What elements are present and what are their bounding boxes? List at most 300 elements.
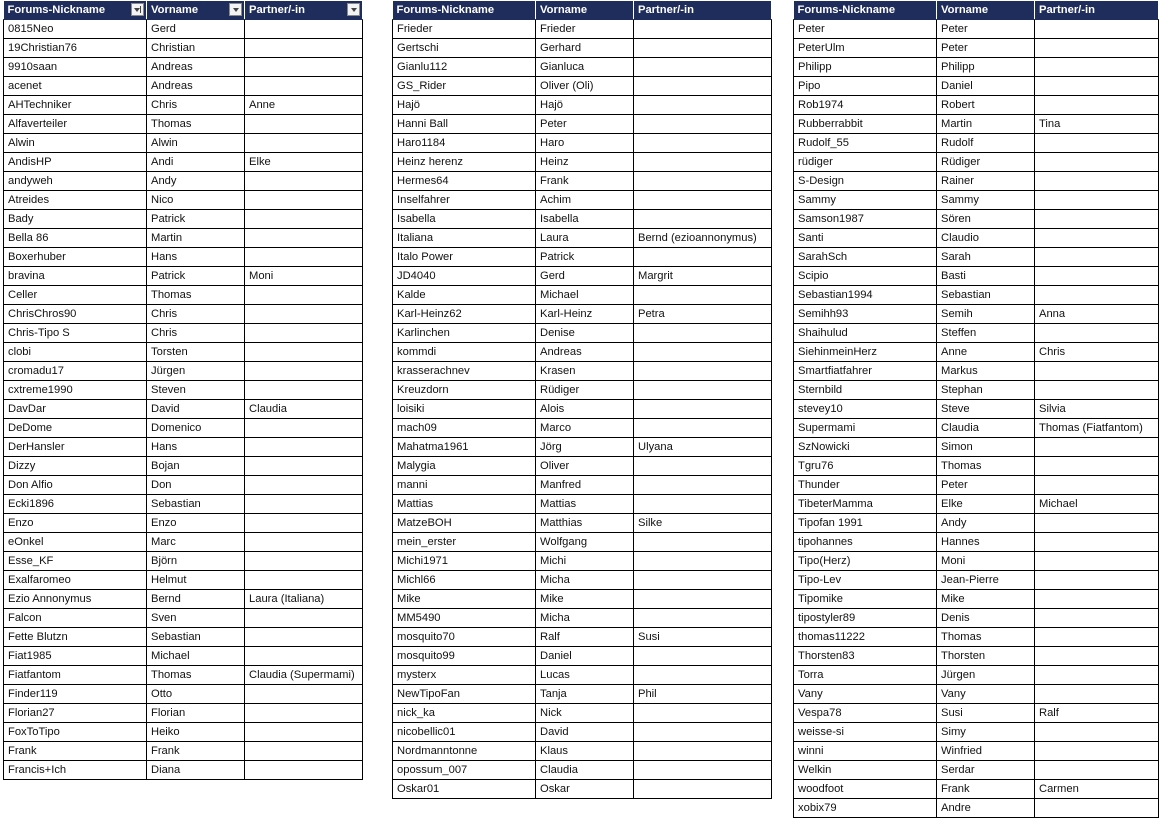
partner-cell[interactable] bbox=[634, 191, 772, 210]
nickname-cell[interactable]: Inselfahrer bbox=[393, 191, 536, 210]
partner-cell[interactable] bbox=[634, 495, 772, 514]
vorname-cell[interactable]: Claudia bbox=[536, 761, 634, 780]
vorname-cell[interactable]: Jürgen bbox=[147, 362, 245, 381]
nickname-cell[interactable]: cromadu17 bbox=[4, 362, 147, 381]
nickname-cell[interactable]: Tipofan 1991 bbox=[794, 514, 937, 533]
vorname-cell[interactable]: Chris bbox=[147, 305, 245, 324]
partner-cell[interactable] bbox=[634, 571, 772, 590]
partner-cell[interactable] bbox=[634, 419, 772, 438]
nickname-cell[interactable]: Tipo(Herz) bbox=[794, 552, 937, 571]
partner-column-header[interactable] bbox=[634, 1, 772, 20]
vorname-cell[interactable]: Lucas bbox=[536, 666, 634, 685]
nickname-cell[interactable]: Tipo-Lev bbox=[794, 571, 937, 590]
partner-cell[interactable] bbox=[245, 77, 363, 96]
vorname-cell[interactable]: Michael bbox=[536, 286, 634, 305]
nickname-cell[interactable]: SiehinmeinHerz bbox=[794, 343, 937, 362]
vorname-cell[interactable]: Rüdiger bbox=[536, 381, 634, 400]
nickname-cell[interactable]: kommdi bbox=[393, 343, 536, 362]
partner-cell[interactable] bbox=[1035, 20, 1159, 39]
partner-cell[interactable]: Anne bbox=[245, 96, 363, 115]
nickname-cell[interactable]: mosquito70 bbox=[393, 628, 536, 647]
nickname-cell[interactable]: Florian27 bbox=[4, 704, 147, 723]
vorname-cell[interactable]: Marco bbox=[536, 419, 634, 438]
partner-cell[interactable]: Bernd (ezioannonymus) bbox=[634, 229, 772, 248]
nickname-cell[interactable]: Gianlu112 bbox=[393, 58, 536, 77]
partner-cell[interactable]: Elke bbox=[245, 153, 363, 172]
partner-cell[interactable]: Anna bbox=[1035, 305, 1159, 324]
vorname-cell[interactable]: Andy bbox=[147, 172, 245, 191]
nickname-cell[interactable]: Sternbild bbox=[794, 381, 937, 400]
vorname-cell[interactable]: Helmut bbox=[147, 571, 245, 590]
vorname-cell[interactable]: Anne bbox=[937, 343, 1035, 362]
vorname-cell[interactable]: Isabella bbox=[536, 210, 634, 229]
nickname-cell[interactable]: Supermami bbox=[794, 419, 937, 438]
vorname-cell[interactable]: Thomas bbox=[937, 628, 1035, 647]
vorname-cell[interactable]: Jürgen bbox=[937, 666, 1035, 685]
partner-cell[interactable] bbox=[1035, 476, 1159, 495]
nickname-cell[interactable]: thomas11222 bbox=[794, 628, 937, 647]
vorname-cell[interactable]: Otto bbox=[147, 685, 245, 704]
partner-cell[interactable] bbox=[245, 229, 363, 248]
sort-ascending-filter-icon[interactable] bbox=[131, 3, 144, 16]
vorname-cell[interactable]: Chris bbox=[147, 324, 245, 343]
vorname-cell[interactable]: Chris bbox=[147, 96, 245, 115]
partner-cell[interactable] bbox=[1035, 267, 1159, 286]
nickname-cell[interactable]: Semihh93 bbox=[794, 305, 937, 324]
partner-cell[interactable] bbox=[245, 514, 363, 533]
nickname-cell[interactable]: stevey10 bbox=[794, 400, 937, 419]
vorname-cell[interactable]: Philipp bbox=[937, 58, 1035, 77]
nickname-cell[interactable]: Samson1987 bbox=[794, 210, 937, 229]
partner-cell[interactable] bbox=[634, 153, 772, 172]
partner-cell[interactable]: Petra bbox=[634, 305, 772, 324]
partner-cell[interactable] bbox=[245, 115, 363, 134]
partner-cell[interactable] bbox=[245, 39, 363, 58]
vorname-cell[interactable]: Martin bbox=[937, 115, 1035, 134]
nickname-cell[interactable]: Oskar01 bbox=[393, 780, 536, 799]
partner-column-header[interactable] bbox=[1035, 1, 1159, 20]
nickname-cell[interactable]: Mike bbox=[393, 590, 536, 609]
nickname-cell[interactable]: Chris-Tipo S bbox=[4, 324, 147, 343]
vorname-cell[interactable]: Daniel bbox=[937, 77, 1035, 96]
nickname-cell[interactable]: GS_Rider bbox=[393, 77, 536, 96]
nickname-cell[interactable]: Rudolf_55 bbox=[794, 134, 937, 153]
vorname-cell[interactable]: Peter bbox=[937, 476, 1035, 495]
vorname-cell[interactable]: Markus bbox=[937, 362, 1035, 381]
nickname-cell[interactable]: AndisHP bbox=[4, 153, 147, 172]
nickname-cell[interactable]: SarahSch bbox=[794, 248, 937, 267]
vorname-cell[interactable]: Oliver (Oli) bbox=[536, 77, 634, 96]
vorname-cell[interactable]: Peter bbox=[536, 115, 634, 134]
partner-cell[interactable] bbox=[1035, 191, 1159, 210]
partner-cell[interactable] bbox=[245, 20, 363, 39]
vorname-cell[interactable]: Tanja bbox=[536, 685, 634, 704]
nickname-cell[interactable]: Exalfaromeo bbox=[4, 571, 147, 590]
partner-cell[interactable] bbox=[245, 609, 363, 628]
vorname-cell[interactable]: Karl-Heinz bbox=[536, 305, 634, 324]
partner-cell[interactable]: Chris bbox=[1035, 343, 1159, 362]
vorname-cell[interactable]: Claudio bbox=[937, 229, 1035, 248]
partner-cell[interactable]: Carmen bbox=[1035, 780, 1159, 799]
vorname-cell[interactable]: Thomas bbox=[147, 115, 245, 134]
vorname-cell[interactable]: Haro bbox=[536, 134, 634, 153]
vorname-cell[interactable]: Jean-Pierre bbox=[937, 571, 1035, 590]
vorname-cell[interactable]: Ralf bbox=[536, 628, 634, 647]
partner-cell[interactable] bbox=[1035, 229, 1159, 248]
vorname-cell[interactable]: Diana bbox=[147, 761, 245, 780]
vorname-cell[interactable]: David bbox=[536, 723, 634, 742]
nickname-cell[interactable]: Sammy bbox=[794, 191, 937, 210]
vorname-cell[interactable]: Hajö bbox=[536, 96, 634, 115]
nickname-cell[interactable]: Italiana bbox=[393, 229, 536, 248]
nickname-cell[interactable]: mosquito99 bbox=[393, 647, 536, 666]
partner-cell[interactable] bbox=[245, 533, 363, 552]
vorname-cell[interactable]: Steven bbox=[147, 381, 245, 400]
partner-cell[interactable] bbox=[634, 742, 772, 761]
nickname-cell[interactable]: JD4040 bbox=[393, 267, 536, 286]
partner-cell[interactable] bbox=[1035, 362, 1159, 381]
partner-cell[interactable] bbox=[634, 248, 772, 267]
nickname-cell[interactable]: FoxToTipo bbox=[4, 723, 147, 742]
nickname-cell[interactable]: Dizzy bbox=[4, 457, 147, 476]
vorname-cell[interactable]: Rainer bbox=[937, 172, 1035, 191]
nickname-cell[interactable]: Francis+Ich bbox=[4, 761, 147, 780]
nickname-cell[interactable]: Alwin bbox=[4, 134, 147, 153]
nickname-cell[interactable]: Santi bbox=[794, 229, 937, 248]
partner-cell[interactable] bbox=[1035, 381, 1159, 400]
nickname-cell[interactable]: clobi bbox=[4, 343, 147, 362]
vorname-cell[interactable]: Andy bbox=[937, 514, 1035, 533]
partner-cell[interactable] bbox=[1035, 761, 1159, 780]
nickname-cell[interactable]: woodfoot bbox=[794, 780, 937, 799]
vorname-cell[interactable]: Thomas bbox=[937, 457, 1035, 476]
partner-cell[interactable] bbox=[1035, 153, 1159, 172]
partner-cell[interactable] bbox=[634, 647, 772, 666]
partner-cell[interactable] bbox=[1035, 628, 1159, 647]
nickname-cell[interactable]: tipohannes bbox=[794, 533, 937, 552]
partner-cell[interactable] bbox=[634, 400, 772, 419]
partner-cell[interactable]: Silvia bbox=[1035, 400, 1159, 419]
vorname-cell[interactable]: Andi bbox=[147, 153, 245, 172]
vorname-cell[interactable]: Florian bbox=[147, 704, 245, 723]
partner-cell[interactable]: Susi bbox=[634, 628, 772, 647]
nickname-cell[interactable]: eOnkel bbox=[4, 533, 147, 552]
vorname-cell[interactable]: Matthias bbox=[536, 514, 634, 533]
partner-cell[interactable] bbox=[1035, 210, 1159, 229]
partner-cell[interactable] bbox=[634, 552, 772, 571]
partner-cell[interactable] bbox=[245, 552, 363, 571]
nickname-cell[interactable]: Pipo bbox=[794, 77, 937, 96]
nickname-cell[interactable]: 0815Neo bbox=[4, 20, 147, 39]
nickname-cell[interactable]: Fiatfantom bbox=[4, 666, 147, 685]
vorname-cell[interactable]: Domenico bbox=[147, 419, 245, 438]
vorname-cell[interactable]: Winfried bbox=[937, 742, 1035, 761]
nickname-cell[interactable]: Fette Blutzn bbox=[4, 628, 147, 647]
nickname-cell[interactable]: Peter bbox=[794, 20, 937, 39]
vorname-cell[interactable]: Peter bbox=[937, 39, 1035, 58]
partner-cell[interactable] bbox=[245, 761, 363, 780]
vorname-cell[interactable]: Enzo bbox=[147, 514, 245, 533]
vorname-cell[interactable]: Achim bbox=[536, 191, 634, 210]
partner-cell[interactable]: Thomas (Fiatfantom) bbox=[1035, 419, 1159, 438]
vorname-cell[interactable]: Sven bbox=[147, 609, 245, 628]
nickname-cell[interactable]: tipostyler89 bbox=[794, 609, 937, 628]
vorname-cell[interactable]: Hans bbox=[147, 438, 245, 457]
partner-cell[interactable] bbox=[1035, 248, 1159, 267]
vorname-cell[interactable]: Stephan bbox=[937, 381, 1035, 400]
partner-cell[interactable] bbox=[634, 381, 772, 400]
partner-cell[interactable] bbox=[245, 381, 363, 400]
nickname-cell[interactable]: Frieder bbox=[393, 20, 536, 39]
vorname-column-header[interactable] bbox=[536, 1, 634, 20]
nickname-cell[interactable]: Esse_KF bbox=[4, 552, 147, 571]
partner-cell[interactable] bbox=[634, 134, 772, 153]
partner-cell[interactable] bbox=[1035, 571, 1159, 590]
vorname-cell[interactable]: Heinz bbox=[536, 153, 634, 172]
partner-cell[interactable] bbox=[634, 324, 772, 343]
nickname-cell[interactable]: andyweh bbox=[4, 172, 147, 191]
vorname-cell[interactable]: Andreas bbox=[147, 77, 245, 96]
partner-cell[interactable] bbox=[1035, 533, 1159, 552]
nickname-cell[interactable]: Shaihulud bbox=[794, 324, 937, 343]
vorname-cell[interactable]: Hannes bbox=[937, 533, 1035, 552]
nickname-cell[interactable]: Mahatma1961 bbox=[393, 438, 536, 457]
vorname-cell[interactable]: Alois bbox=[536, 400, 634, 419]
partner-cell[interactable] bbox=[634, 362, 772, 381]
partner-cell[interactable] bbox=[245, 476, 363, 495]
partner-cell[interactable] bbox=[1035, 96, 1159, 115]
partner-cell[interactable] bbox=[245, 324, 363, 343]
partner-cell[interactable] bbox=[245, 647, 363, 666]
nickname-cell[interactable]: Celler bbox=[4, 286, 147, 305]
nickname-cell[interactable]: Bady bbox=[4, 210, 147, 229]
nickname-cell[interactable]: Rubberrabbit bbox=[794, 115, 937, 134]
nickname-cell[interactable]: nick_ka bbox=[393, 704, 536, 723]
partner-cell[interactable] bbox=[1035, 742, 1159, 761]
vorname-cell[interactable]: Denis bbox=[937, 609, 1035, 628]
nickname-cell[interactable]: Haro1184 bbox=[393, 134, 536, 153]
partner-cell[interactable] bbox=[634, 58, 772, 77]
nickname-cell[interactable]: Smartfiatfahrer bbox=[794, 362, 937, 381]
partner-cell[interactable] bbox=[245, 571, 363, 590]
nickname-cell[interactable]: Frank bbox=[4, 742, 147, 761]
nickname-cell[interactable]: Alfaverteiler bbox=[4, 115, 147, 134]
nickname-cell[interactable]: Mattias bbox=[393, 495, 536, 514]
partner-cell[interactable] bbox=[245, 305, 363, 324]
vorname-cell[interactable]: Basti bbox=[937, 267, 1035, 286]
nickname-cell[interactable]: Torra bbox=[794, 666, 937, 685]
nickname-cell[interactable]: Michl66 bbox=[393, 571, 536, 590]
nickname-cell[interactable]: Boxerhuber bbox=[4, 248, 147, 267]
nickname-cell[interactable]: mach09 bbox=[393, 419, 536, 438]
nickname-cell[interactable]: Scipio bbox=[794, 267, 937, 286]
partner-cell[interactable] bbox=[634, 704, 772, 723]
nickname-column-header[interactable] bbox=[393, 1, 536, 20]
partner-cell[interactable]: Laura (Italiana) bbox=[245, 590, 363, 609]
vorname-cell[interactable]: Rudolf bbox=[937, 134, 1035, 153]
vorname-cell[interactable]: Frank bbox=[937, 780, 1035, 799]
vorname-cell[interactable]: Sarah bbox=[937, 248, 1035, 267]
nickname-cell[interactable]: mysterx bbox=[393, 666, 536, 685]
nickname-cell[interactable]: Fiat1985 bbox=[4, 647, 147, 666]
nickname-cell[interactable]: ChrisChros90 bbox=[4, 305, 147, 324]
nickname-cell[interactable]: Ezio Annonymus bbox=[4, 590, 147, 609]
nickname-cell[interactable]: opossum_007 bbox=[393, 761, 536, 780]
partner-cell[interactable] bbox=[245, 723, 363, 742]
vorname-cell[interactable]: Bernd bbox=[147, 590, 245, 609]
partner-cell[interactable]: Ulyana bbox=[634, 438, 772, 457]
vorname-cell[interactable]: Andre bbox=[937, 799, 1035, 818]
partner-cell[interactable] bbox=[1035, 723, 1159, 742]
nickname-cell[interactable]: Gertschi bbox=[393, 39, 536, 58]
vorname-cell[interactable]: Denise bbox=[536, 324, 634, 343]
partner-cell[interactable]: Phil bbox=[634, 685, 772, 704]
partner-cell[interactable] bbox=[1035, 666, 1159, 685]
nickname-cell[interactable]: loisiki bbox=[393, 400, 536, 419]
nickname-cell[interactable]: SzNowicki bbox=[794, 438, 937, 457]
vorname-cell[interactable]: Patrick bbox=[147, 210, 245, 229]
dropdown-filter-icon[interactable] bbox=[229, 3, 242, 16]
nickname-cell[interactable]: weisse-si bbox=[794, 723, 937, 742]
partner-cell[interactable]: Claudia bbox=[245, 400, 363, 419]
vorname-cell[interactable]: Martin bbox=[147, 229, 245, 248]
partner-cell[interactable] bbox=[1035, 552, 1159, 571]
nickname-cell[interactable]: Thunder bbox=[794, 476, 937, 495]
partner-cell[interactable] bbox=[245, 438, 363, 457]
nickname-column-header[interactable] bbox=[4, 1, 147, 20]
partner-cell[interactable] bbox=[1035, 685, 1159, 704]
partner-cell[interactable] bbox=[1035, 438, 1159, 457]
nickname-cell[interactable]: Enzo bbox=[4, 514, 147, 533]
partner-cell[interactable] bbox=[634, 723, 772, 742]
nickname-cell[interactable]: bravina bbox=[4, 267, 147, 286]
partner-cell[interactable] bbox=[245, 419, 363, 438]
partner-cell[interactable]: Claudia (Supermami) bbox=[245, 666, 363, 685]
vorname-cell[interactable]: Gerhard bbox=[536, 39, 634, 58]
nickname-cell[interactable]: DeDome bbox=[4, 419, 147, 438]
partner-cell[interactable] bbox=[245, 134, 363, 153]
nickname-cell[interactable]: Italo Power bbox=[393, 248, 536, 267]
vorname-cell[interactable]: Christian bbox=[147, 39, 245, 58]
nickname-cell[interactable]: Vespa78 bbox=[794, 704, 937, 723]
vorname-cell[interactable]: Marc bbox=[147, 533, 245, 552]
vorname-cell[interactable]: Thomas bbox=[147, 666, 245, 685]
vorname-cell[interactable]: Gerd bbox=[536, 267, 634, 286]
partner-cell[interactable] bbox=[634, 343, 772, 362]
dropdown-filter-icon[interactable] bbox=[347, 3, 360, 16]
nickname-cell[interactable]: Bella 86 bbox=[4, 229, 147, 248]
vorname-cell[interactable]: Semih bbox=[937, 305, 1035, 324]
partner-cell[interactable] bbox=[634, 780, 772, 799]
vorname-cell[interactable]: Oskar bbox=[536, 780, 634, 799]
nickname-cell[interactable]: mein_erster bbox=[393, 533, 536, 552]
vorname-cell[interactable]: Susi bbox=[937, 704, 1035, 723]
vorname-cell[interactable]: Andreas bbox=[536, 343, 634, 362]
vorname-cell[interactable]: Manfred bbox=[536, 476, 634, 495]
partner-cell[interactable] bbox=[245, 362, 363, 381]
partner-cell[interactable] bbox=[1035, 647, 1159, 666]
vorname-cell[interactable]: Krasen bbox=[536, 362, 634, 381]
nickname-column-header[interactable] bbox=[794, 1, 937, 20]
partner-cell[interactable] bbox=[634, 666, 772, 685]
nickname-cell[interactable]: DerHansler bbox=[4, 438, 147, 457]
vorname-cell[interactable]: Frank bbox=[147, 742, 245, 761]
partner-cell[interactable]: Silke bbox=[634, 514, 772, 533]
vorname-cell[interactable]: Michi bbox=[536, 552, 634, 571]
partner-cell[interactable] bbox=[245, 685, 363, 704]
partner-cell[interactable] bbox=[1035, 172, 1159, 191]
partner-cell[interactable] bbox=[634, 77, 772, 96]
nickname-cell[interactable]: Heinz herenz bbox=[393, 153, 536, 172]
nickname-cell[interactable]: Don Alfio bbox=[4, 476, 147, 495]
vorname-cell[interactable]: Sebastian bbox=[147, 495, 245, 514]
vorname-cell[interactable]: Thorsten bbox=[937, 647, 1035, 666]
partner-cell[interactable] bbox=[245, 248, 363, 267]
vorname-cell[interactable]: Andreas bbox=[147, 58, 245, 77]
vorname-cell[interactable]: Heiko bbox=[147, 723, 245, 742]
partner-cell[interactable] bbox=[245, 172, 363, 191]
nickname-cell[interactable]: NewTipoFan bbox=[393, 685, 536, 704]
nickname-cell[interactable]: Hermes64 bbox=[393, 172, 536, 191]
vorname-cell[interactable]: Micha bbox=[536, 571, 634, 590]
vorname-cell[interactable]: Klaus bbox=[536, 742, 634, 761]
nickname-cell[interactable]: MM5490 bbox=[393, 609, 536, 628]
vorname-cell[interactable]: Micha bbox=[536, 609, 634, 628]
nickname-cell[interactable]: Tipomike bbox=[794, 590, 937, 609]
partner-cell[interactable] bbox=[245, 704, 363, 723]
partner-cell[interactable] bbox=[245, 628, 363, 647]
vorname-cell[interactable]: Wolfgang bbox=[536, 533, 634, 552]
nickname-cell[interactable]: S-Design bbox=[794, 172, 937, 191]
nickname-cell[interactable]: xobix79 bbox=[794, 799, 937, 818]
vorname-cell[interactable]: Don bbox=[147, 476, 245, 495]
nickname-cell[interactable]: DavDar bbox=[4, 400, 147, 419]
partner-cell[interactable] bbox=[634, 210, 772, 229]
vorname-cell[interactable]: Sebastian bbox=[937, 286, 1035, 305]
partner-cell[interactable] bbox=[634, 39, 772, 58]
partner-cell[interactable] bbox=[634, 115, 772, 134]
nickname-cell[interactable]: Karl-Heinz62 bbox=[393, 305, 536, 324]
nickname-cell[interactable]: Thorsten83 bbox=[794, 647, 937, 666]
vorname-cell[interactable]: Jörg bbox=[536, 438, 634, 457]
partner-cell[interactable] bbox=[245, 286, 363, 305]
vorname-cell[interactable]: Michael bbox=[147, 647, 245, 666]
vorname-cell[interactable]: Sören bbox=[937, 210, 1035, 229]
vorname-cell[interactable]: Mattias bbox=[536, 495, 634, 514]
nickname-cell[interactable]: AHTechniker bbox=[4, 96, 147, 115]
nickname-cell[interactable]: MatzeBOH bbox=[393, 514, 536, 533]
partner-cell[interactable] bbox=[634, 457, 772, 476]
partner-cell[interactable] bbox=[634, 476, 772, 495]
vorname-cell[interactable]: Gerd bbox=[147, 20, 245, 39]
partner-cell[interactable] bbox=[1035, 39, 1159, 58]
partner-cell[interactable] bbox=[245, 58, 363, 77]
nickname-cell[interactable]: acenet bbox=[4, 77, 147, 96]
partner-cell[interactable] bbox=[245, 742, 363, 761]
nickname-cell[interactable]: TibeterMamma bbox=[794, 495, 937, 514]
vorname-cell[interactable]: Björn bbox=[147, 552, 245, 571]
vorname-cell[interactable]: Oliver bbox=[536, 457, 634, 476]
vorname-cell[interactable]: Gianluca bbox=[536, 58, 634, 77]
nickname-cell[interactable]: winni bbox=[794, 742, 937, 761]
partner-cell[interactable] bbox=[634, 286, 772, 305]
nickname-cell[interactable]: rüdiger bbox=[794, 153, 937, 172]
partner-cell[interactable]: Moni bbox=[245, 267, 363, 286]
partner-cell[interactable] bbox=[634, 96, 772, 115]
partner-cell[interactable] bbox=[1035, 609, 1159, 628]
vorname-cell[interactable]: Elke bbox=[937, 495, 1035, 514]
nickname-cell[interactable]: Sebastian1994 bbox=[794, 286, 937, 305]
